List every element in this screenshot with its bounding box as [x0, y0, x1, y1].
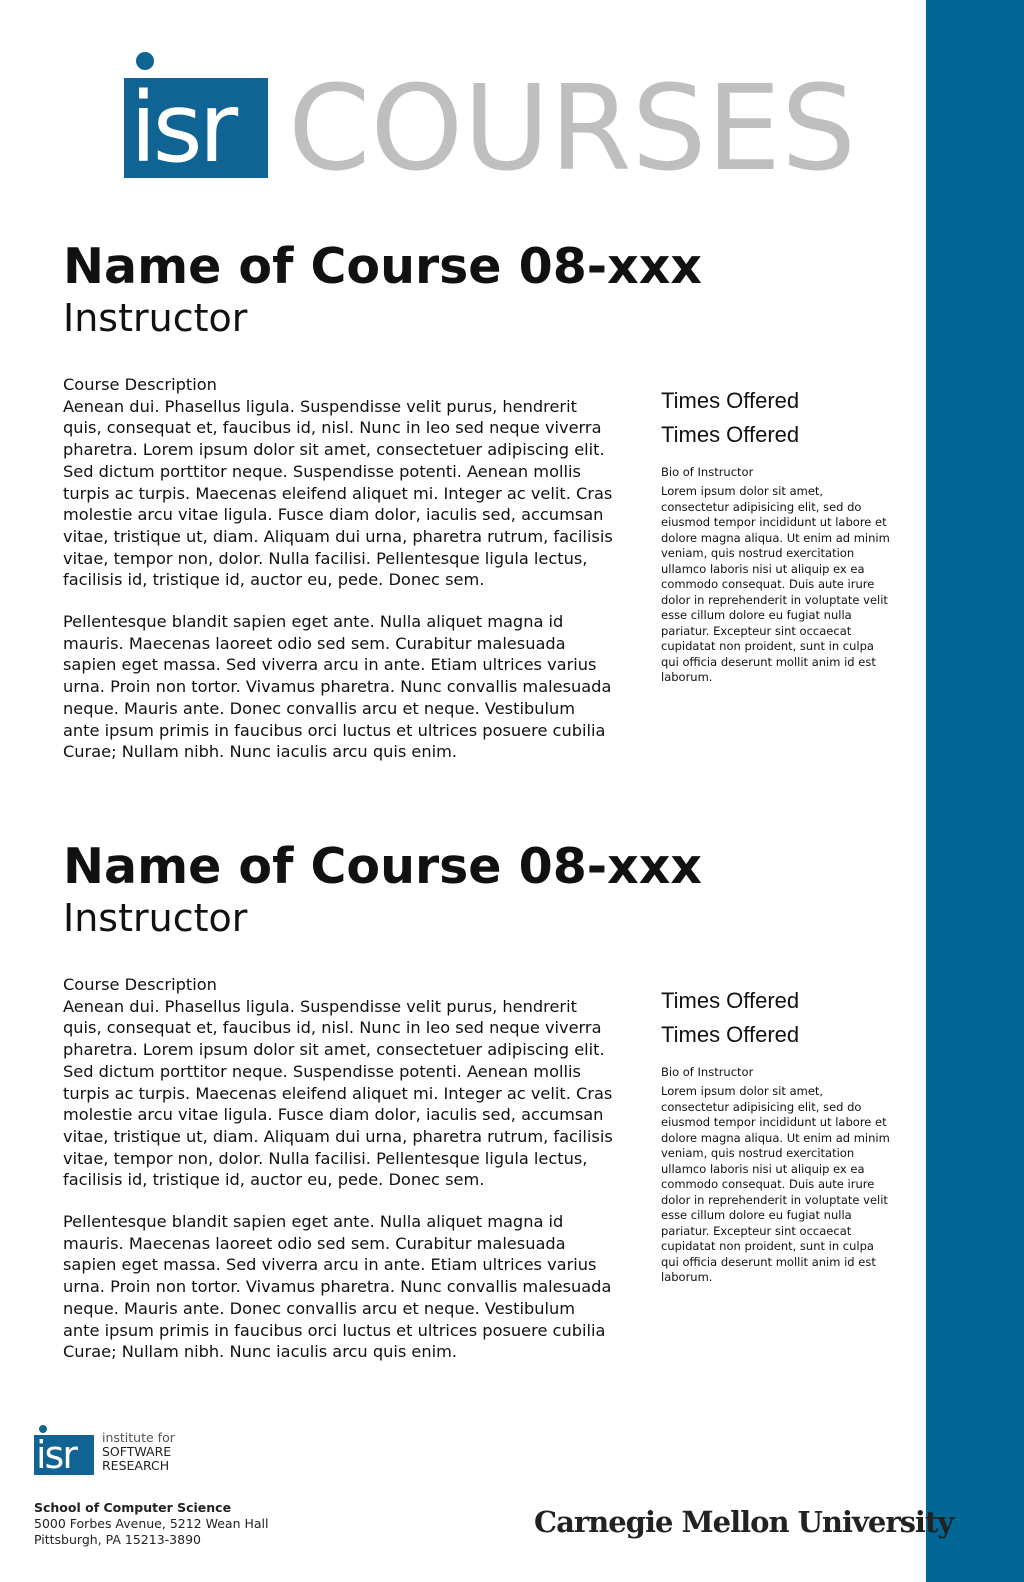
- address-line: Pittsburgh, PA 15213-3890: [34, 1532, 201, 1547]
- times-offered: Times Offered: [661, 422, 800, 447]
- course-description-paragraph: Aenean dui. Phasellus ligula. Suspendisse velit purus, hendrerit quis, consequat et, faucibus id, nisl. Nunc in leo sed neque viverra pharetra. Lorem ipsum dolor sit amet, consectetuer adipiscing elit. Sed dictum porttitor neque. Suspendisse potenti. Aenean mollis turpis ac turpis. Maecenas eleifend aliquet mi. Integer ac velit. Cras molestie arcu vitae ligula. Fusce diam dolor, iaculis sed, accumsan vitae, tristique ut, diam. Aliquam dui urna, pharetra rutrum, facilisis vitae, tempor non, dolor. Nulla facilisi. Pellentesque ligula lectus, facilisis id, tristique id, auctor eu, pede. Donec sem.: [63, 396, 613, 590]
- isr-logo-mark: isr: [130, 72, 235, 184]
- institute-line: RESEARCH: [102, 1458, 170, 1473]
- isr-logo-dot: [136, 52, 154, 70]
- institute-line: institute for: [102, 1430, 175, 1445]
- courses-logo-word: COURSES: [288, 59, 856, 197]
- course-sidebar: [661, 384, 891, 686]
- course-instructor: Instructor: [63, 896, 248, 940]
- course-instructor: Instructor: [63, 296, 248, 340]
- cmu-wordmark: Carnegie Mellon University: [534, 1505, 954, 1539]
- course-description-label: Course Description: [63, 975, 217, 994]
- course-description-paragraph: Pellentesque blandit sapien eget ante. Nulla aliquet magna id mauris. Maecenas laoreet odio sed sem. Curabitur malesuada sapien eget massa. Sed viverra arcu in ante. Etiam ultrices varius urna. Proin non tortor. Vivamus pharetra. Nunc convallis malesuada neque. Mauris ante. Donec convallis arcu et neque. Vestibulum ante ipsum primis in faucibus orci luctus et ultrices posuere cubilia Curae; Nullam nibh. Nunc iaculis arcu quis enim.: [63, 612, 612, 762]
- bio-label: Bio of Instructor: [661, 1065, 754, 1079]
- course-title: Name of Course 08-xxx: [63, 838, 702, 895]
- course-description-paragraph: Pellentesque blandit sapien eget ante. Nulla aliquet magna id mauris. Maecenas laoreet odio sed sem. Curabitur malesuada sapien eget massa. Sed viverra arcu in ante. Etiam ultrices varius urna. Proin non tortor. Vivamus pharetra. Nunc convallis malesuada neque. Mauris ante. Donec convallis arcu et neque. Vestibulum ante ipsum primis in faucibus orci luctus et ultrices posuere cubilia Curae; Nullam nibh. Nunc iaculis arcu quis enim.: [63, 1212, 612, 1362]
- course-description-label: Course Description: [63, 375, 217, 394]
- course-description: [63, 974, 613, 1383]
- bio-label: Bio of Instructor: [661, 465, 754, 479]
- school-name: School of Computer Science: [34, 1500, 232, 1515]
- course-description: [63, 374, 613, 783]
- times-offered: Times Offered: [661, 1022, 800, 1047]
- course-block: [63, 238, 923, 798]
- institute-line: SOFTWARE: [102, 1444, 172, 1459]
- school-address: [34, 1500, 268, 1548]
- course-title: Name of Course 08-xxx: [63, 238, 702, 295]
- course-sidebar: [661, 984, 891, 1286]
- institute-name: [102, 1431, 175, 1473]
- instructor-bio: Lorem ipsum dolor sit amet, consectetur adipisicing elit, sed do eiusmod tempor incididunt ut labore et dolore magna aliqua. Ut enim ad minim veniam, quis nostrud exercitation ullamco laboris nisi ut aliquip ex ea commodo consequat. Duis aute irure dolor in reprehenderit in voluptate velit esse cillum dolore eu fugiat nulla pariatur. Excepteur sint occaecat cupidatat non proident, sunt in culpa qui officia deserunt mollit anim id est laborum.: [661, 484, 890, 684]
- course-block: [63, 838, 923, 1398]
- course-description-paragraph: Aenean dui. Phasellus ligula. Suspendisse velit purus, hendrerit quis, consequat et, faucibus id, nisl. Nunc in leo sed neque viverra pharetra. Lorem ipsum dolor sit amet, consectetuer adipiscing elit. Sed dictum porttitor neque. Suspendisse potenti. Aenean mollis turpis ac turpis. Maecenas eleifend aliquet mi. Integer ac velit. Cras molestie arcu vitae ligula. Fusce diam dolor, iaculis sed, accumsan vitae, tristique ut, diam. Aliquam dui urna, pharetra rutrum, facilisis vitae, tempor non, dolor. Nulla facilisi. Pellentesque ligula lectus, facilisis id, tristique id, auctor eu, pede. Donec sem.: [63, 996, 613, 1190]
- instructor-bio: Lorem ipsum dolor sit amet, consectetur adipisicing elit, sed do eiusmod tempor incididunt ut labore et dolore magna aliqua. Ut enim ad minim veniam, quis nostrud exercitation ullamco laboris nisi ut aliquip ex ea commodo consequat. Duis aute irure dolor in reprehenderit in voluptate velit esse cillum dolore eu fugiat nulla pariatur. Excepteur sint occaecat cupidatat non proident, sunt in culpa qui officia deserunt mollit anim id est laborum.: [661, 1084, 890, 1284]
- times-offered: Times Offered: [661, 988, 800, 1013]
- times-offered: Times Offered: [661, 388, 800, 413]
- isr-footer-logo-mark: isr: [36, 1433, 76, 1477]
- accent-side-bar: [926, 0, 1024, 1582]
- isr-footer-logo-dot: [39, 1425, 47, 1433]
- address-line: 5000 Forbes Avenue, 5212 Wean Hall: [34, 1516, 269, 1531]
